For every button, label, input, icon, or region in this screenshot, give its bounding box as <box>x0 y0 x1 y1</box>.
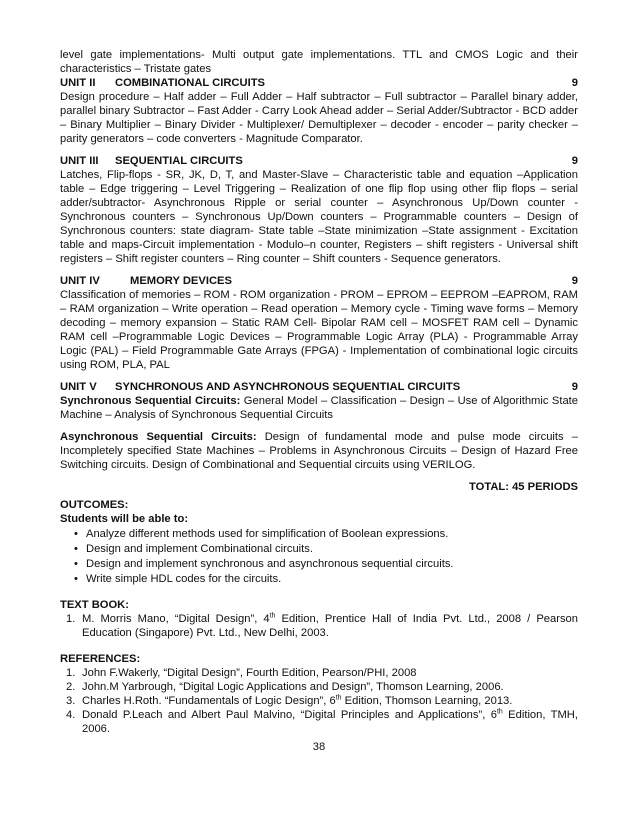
list-item: 4. Donald P.Leach and Albert Paul Malvino, “Digital Principles and Applications”, 6th Edition, TMH, 2006. <box>66 708 578 735</box>
sync-label: Synchronous Sequential Circuits: <box>60 395 241 407</box>
sync-body: General Model – Classification – Design – Use of Algorithmic State Machine – Analysis of Synchronous Sequential Circuits <box>60 395 579 421</box>
list-item: 3. Charles H.Roth. “Fundamentals of Logic Design”, 6th Edition, Thomson Learning, 2013. <box>66 694 513 707</box>
unit-3-heading <box>60 154 578 168</box>
list-item: 2. John.M Yarbrough, “Digital Logic Applications and Design”, Thomson Learning, 2006. <box>66 681 504 693</box>
bullet-icon: • <box>74 543 78 555</box>
async-label: Asynchronous Sequential Circuits: <box>60 431 257 443</box>
references-title: REFERENCES: <box>60 653 141 665</box>
unit-number: UNIT III <box>60 155 99 167</box>
intro-text: level gate implementations- Multi output gate implementations. TTL and CMOS Logic and their characteristics – Tristate gates <box>60 49 578 75</box>
list-item: • Write simple HDL codes for the circuits. <box>74 573 282 585</box>
page-number: 38 <box>312 741 326 753</box>
textbook-list <box>60 612 578 640</box>
outcomes-list <box>60 527 578 586</box>
async-body: Design of fundamental mode and pulse mode circuits – Incompletely specified State Machines – Problems in Asynchronous Circuits – Design of Hazard Free Switching circuits. Design of Combinational and Sequential circuits using VERILOG. <box>60 431 578 471</box>
async-paragraph <box>60 430 578 472</box>
unit-title: COMBINATIONAL CIRCUITS <box>115 77 265 89</box>
outcomes-subtitle: Students will be able to: <box>60 513 189 525</box>
unit-hours: 9 <box>571 381 578 393</box>
unit-4-body: Classification of memories – ROM - ROM organization - PROM – EPROM – EEPROM –EAPROM, RAM – RAM organization – Write operation – Read operation – Memory cycle - Timing wave forms – Memory decoding – memory expansion – Static RAM Cell- Bipolar RAM cell – MOSFET RAM cell – Dynamic RAM cell –Programmable Logic Devices – Programmable Logic Array (PLA) - Programmable Array Logic (PAL) – Field Programmable Gate Arrays (FPGA) - Implementation of combinational logic circuits using ROM, PLA, PAL <box>60 289 578 371</box>
list-item: • Analyze different methods used for simplification of Boolean expressions. <box>74 528 449 540</box>
unit-4-heading <box>60 274 578 288</box>
unit-hours: 9 <box>571 155 578 167</box>
list-item: • Design and implement synchronous and asynchronous sequential circuits. <box>74 558 454 570</box>
total-periods: TOTAL: 45 PERIODS <box>469 481 578 493</box>
sync-paragraph <box>60 394 578 422</box>
references-list <box>60 666 578 736</box>
unit-hours: 9 <box>571 275 578 287</box>
list-item: 1. John F.Wakerly, “Digital Design”, Fourth Edition, Pearson/PHI, 2008 <box>66 667 417 679</box>
unit-number: UNIT V <box>60 381 97 393</box>
bullet-icon: • <box>74 558 78 570</box>
unit-number: UNIT II <box>60 77 96 89</box>
unit-title: MEMORY DEVICES <box>130 275 232 287</box>
unit-5-heading <box>60 380 578 394</box>
outcomes-title: OUTCOMES: <box>60 499 129 511</box>
unit-3-body: Latches, Flip-flops - SR, JK, D, T, and Master-Slave – Characteristic table and equation –Application table – Edge triggering – Level Triggering – Realization of one flip flop using other flip flops – serial adder/subtractor- Asynchronous Ripple or serial counter – Asynchronous Up/Down counter - Synchronous counters – Synchronous Up/Down counters – Programmable counters – Design of Synchronous counters: state diagram- State table –State minimization –State assignment - Excitation table and maps-Circuit implementation - Modulo–n counter, Registers – shift registers - Universal shift registers – Shift register counters – Ring counter – Shift counters - Sequence generators. <box>60 169 578 265</box>
syllabus-page <box>60 48 578 736</box>
bullet-icon: • <box>74 528 78 540</box>
unit-2-body: Design procedure – Half adder – Full Adder – Half subtractor – Full subtractor – Parallel binary adder, parallel binary Subtractor – Fast Adder - Carry Look Ahead adder – Serial Adder/Subtractor - BCD adder – Binary Multiplier – Binary Divider - Multiplexer/ Demultiplexer – decoder - encoder – parity checker – parity generators – code converters - Magnitude Comparator. <box>60 91 578 145</box>
unit-title: SYNCHRONOUS AND ASYNCHRONOUS SEQUENTIAL CIRCUITS <box>115 381 461 393</box>
bullet-icon: • <box>74 573 78 585</box>
textbook-title: TEXT BOOK: <box>60 599 129 611</box>
unit-number: UNIT IV <box>60 275 100 287</box>
list-item: 1. M. Morris Mano, “Digital Design”, 4th Edition, Prentice Hall of India Pvt. Ltd., 2008 / Pearson Education (Singapore) Pvt. Ltd., New Delhi, 2003. <box>66 612 579 639</box>
unit-hours: 9 <box>571 77 578 89</box>
unit-2-heading <box>60 76 578 90</box>
unit-title: SEQUENTIAL CIRCUITS <box>115 155 243 167</box>
list-item: • Design and implement Combinational circuits. <box>74 543 313 555</box>
